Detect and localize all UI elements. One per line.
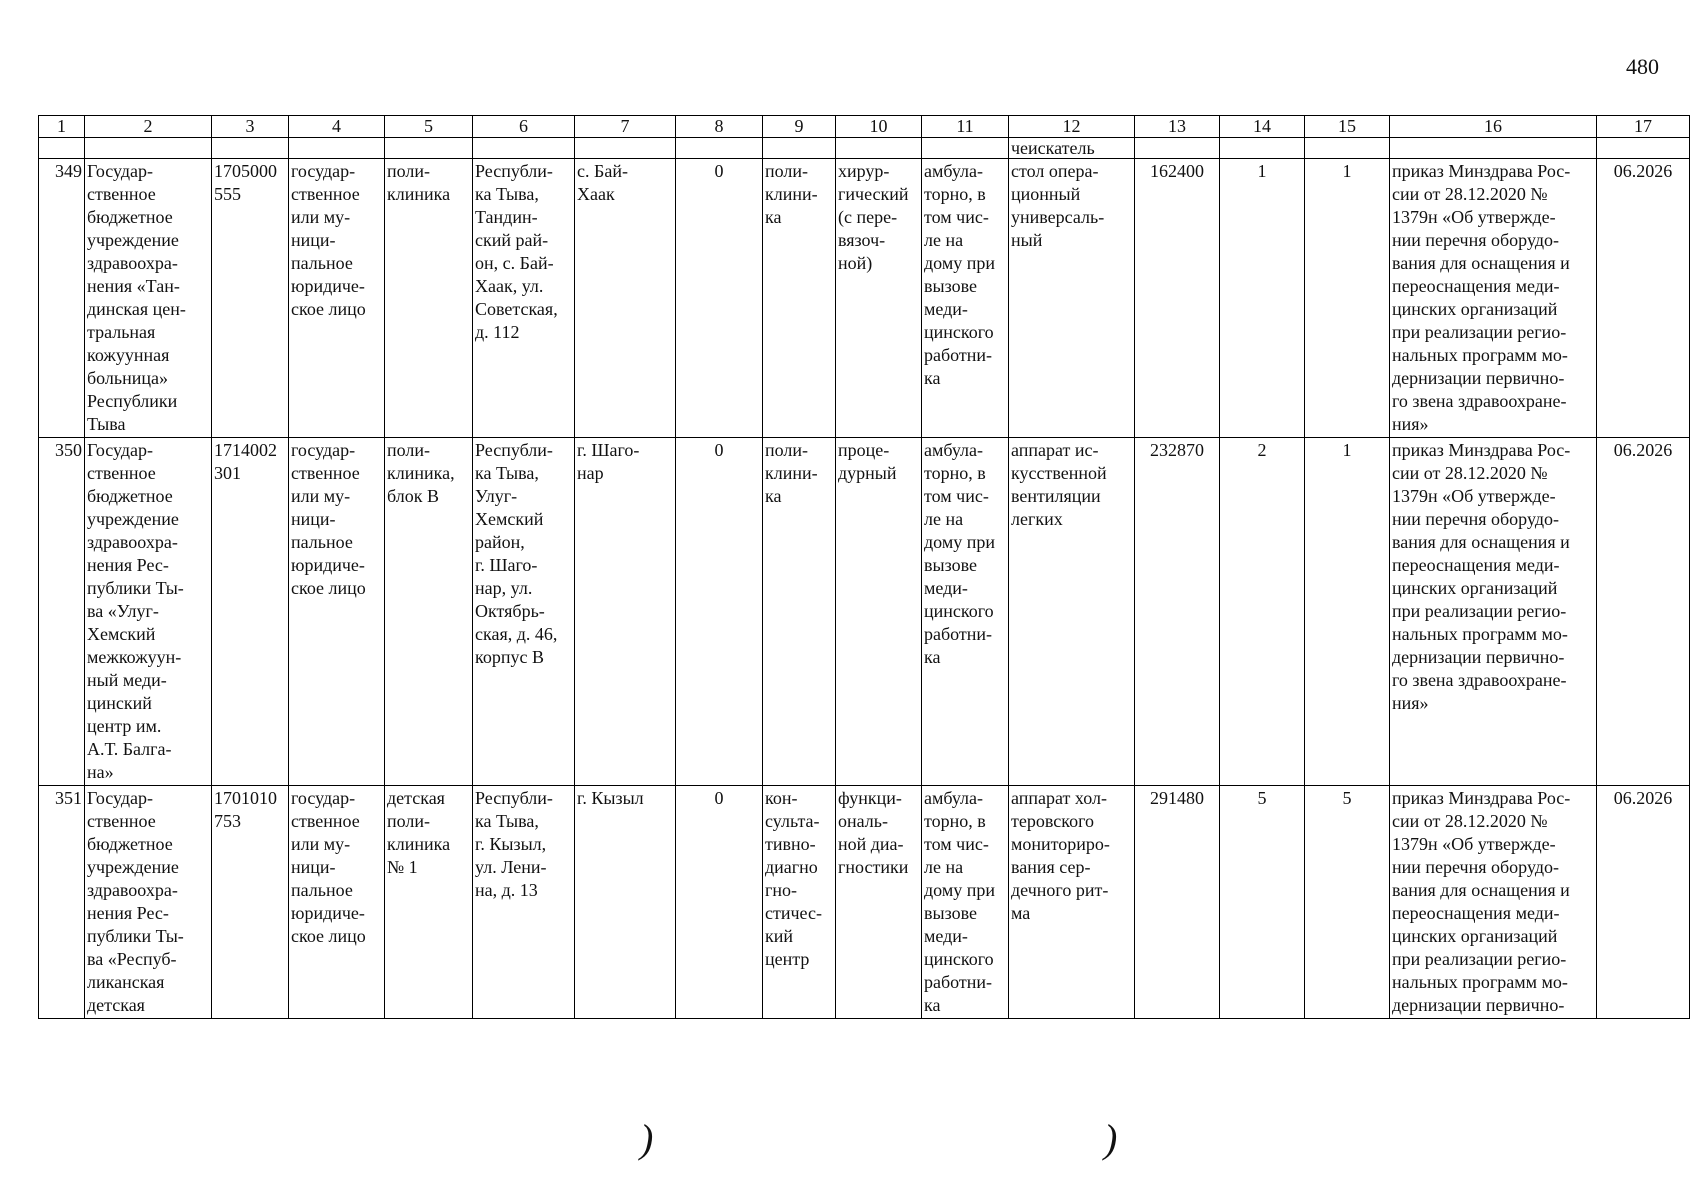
cell-legal-basis: приказ Минздрава Рос- сии от 28.12.2020 № 1379н «Об утвержде- нии перечня оборудо- вания для оснащения и переоснащения меди- цинских организаций при реализации регио- нальных программ мо- дернизации первично- го звена здравоохране- ния» — [1390, 438, 1597, 786]
cell-date: 06.2026 — [1597, 159, 1690, 438]
cell-organization: Государ- ственное бюджетное учреждение здравоохра- нения Рес- публики Ты- ва «Респуб- ликанская детская — [85, 786, 212, 1019]
cell-price: 232870 — [1135, 438, 1220, 786]
cell-organization — [85, 138, 212, 159]
cell-date: 17 — [1597, 116, 1690, 138]
cell-legal-form: государ- ственное или му- ници- пальное юридиче- ское лицо — [289, 438, 385, 786]
cell-room: хирур- гический (с пере- вязоч- ной) — [836, 159, 922, 438]
cell-unit: поли- клиника — [385, 159, 473, 438]
cell-unit: поли- клиника, блок В — [385, 438, 473, 786]
cell-address: Республи- ка Тыва, Тандин- ский рай- он, с. Бай- Хаак, ул. Советская, д. 112 — [473, 159, 575, 438]
cell-equipment: аппарат хол- теровского мониториро- вания сер- дечного рит- ма — [1009, 786, 1135, 1019]
cell-legal-form: государ- ственное или му- ници- пальное юридиче- ское лицо — [289, 159, 385, 438]
table-row — [39, 159, 1690, 438]
cell-legal-form: государ- ственное или му- ници- пальное юридиче- ское лицо — [289, 786, 385, 1019]
cell-qty-planned: 15 — [1305, 116, 1390, 138]
cell-address: Республи- ка Тыва, Улуг- Хемский район, г. Шаго- нар, ул. Октябрь- ская, д. 46, корпус В — [473, 438, 575, 786]
cell-code: 1705000 555 — [212, 159, 289, 438]
cell-qty: 14 — [1220, 116, 1305, 138]
cell-legal-basis — [1390, 138, 1597, 159]
cell-room — [836, 138, 922, 159]
cell-qty-planned: 1 — [1305, 438, 1390, 786]
cell-qty: 2 — [1220, 438, 1305, 786]
cell-price: 162400 — [1135, 159, 1220, 438]
cell-department: кон- сульта- тивно- диагно гно- стичес- кий центр — [763, 786, 836, 1019]
cell-organization: Государ- ственное бюджетное учреждение здравоохра- нения «Тан- динская цен- тральная кожуунная больница» Республики Тыва — [85, 159, 212, 438]
cell-department: поли- клини- ка — [763, 159, 836, 438]
cell-col8: 0 — [676, 159, 763, 438]
cell-code — [212, 138, 289, 159]
cell-code: 1701010 753 — [212, 786, 289, 1019]
margin-mark-left: ) — [640, 1116, 654, 1161]
cell-department — [763, 138, 836, 159]
equipment-table — [38, 115, 1690, 1019]
cell-qty-planned: 1 — [1305, 159, 1390, 438]
cell-service-mode: амбула- торно, в том чис- ле на дому при вызове меди- цинского работни- ка — [922, 438, 1009, 786]
cell-service-mode: амбула- торно, в том чис- ле на дому при вызове меди- цинского работни- ка — [922, 786, 1009, 1019]
cell-date — [1597, 138, 1690, 159]
cell-num: 349 — [39, 159, 85, 438]
cell-equipment: чеискатель — [1009, 138, 1135, 159]
cell-qty: 1 — [1220, 159, 1305, 438]
cell-unit — [385, 138, 473, 159]
cell-col8: 8 — [676, 116, 763, 138]
cell-num: 350 — [39, 438, 85, 786]
cell-legal-basis: приказ Минздрава Рос- сии от 28.12.2020 № 1379н «Об утвержде- нии перечня оборудо- вания для оснащения и переоснащения меди- цинских организаций при реализации регио- нальных программ мо- дернизации первично- — [1390, 786, 1597, 1019]
cell-room: функци- ональ- ной диа- гностики — [836, 786, 922, 1019]
cell-date: 06.2026 — [1597, 786, 1690, 1019]
cell-num: 351 — [39, 786, 85, 1019]
cell-equipment: стол опера- ционный универсаль- ный — [1009, 159, 1135, 438]
cell-equipment: 12 — [1009, 116, 1135, 138]
cell-service-mode — [922, 138, 1009, 159]
cell-organization: 2 — [85, 116, 212, 138]
cell-department: поли- клини- ка — [763, 438, 836, 786]
cell-col8 — [676, 138, 763, 159]
cell-qty — [1220, 138, 1305, 159]
cell-qty-planned — [1305, 138, 1390, 159]
cell-price — [1135, 138, 1220, 159]
margin-mark-right: ) — [1104, 1116, 1118, 1161]
cell-col8: 0 — [676, 438, 763, 786]
cell-locality: с. Бай- Хаак — [575, 159, 676, 438]
cell-unit: детская поли- клиника № 1 — [385, 786, 473, 1019]
cell-address — [473, 138, 575, 159]
cell-locality: г. Шаго- нар — [575, 438, 676, 786]
cell-date: 06.2026 — [1597, 438, 1690, 786]
cell-locality — [575, 138, 676, 159]
cell-department: 9 — [763, 116, 836, 138]
table-row — [39, 786, 1690, 1019]
cell-equipment: аппарат ис- кусственной вентиляции легких — [1009, 438, 1135, 786]
cell-address: Республи- ка Тыва, г. Кызыл, ул. Лени- на, д. 13 — [473, 786, 575, 1019]
cell-qty: 5 — [1220, 786, 1305, 1019]
column-number-row — [39, 116, 1690, 138]
cell-legal-form: 4 — [289, 116, 385, 138]
cell-locality: г. Кызыл — [575, 786, 676, 1019]
cell-col8: 0 — [676, 786, 763, 1019]
cell-legal-basis: 16 — [1390, 116, 1597, 138]
cell-num: 1 — [39, 116, 85, 138]
cell-qty-planned: 5 — [1305, 786, 1390, 1019]
continuation-row — [39, 138, 1690, 159]
cell-legal-form — [289, 138, 385, 159]
cell-num — [39, 138, 85, 159]
table-row — [39, 438, 1690, 786]
cell-code: 1714002 301 — [212, 438, 289, 786]
cell-locality: 7 — [575, 116, 676, 138]
cell-address: 6 — [473, 116, 575, 138]
cell-service-mode: 11 — [922, 116, 1009, 138]
page-number: 480 — [1626, 54, 1659, 79]
cell-price: 291480 — [1135, 786, 1220, 1019]
cell-room: 10 — [836, 116, 922, 138]
cell-organization: Государ- ственное бюджетное учреждение здравоохра- нения Рес- публики Ты- ва «Улуг- Хемский межкожуун- ный меди- цинский центр им. А.Т. Балга- на» — [85, 438, 212, 786]
cell-price: 13 — [1135, 116, 1220, 138]
cell-room: проце- дурный — [836, 438, 922, 786]
cell-unit: 5 — [385, 116, 473, 138]
cell-code: 3 — [212, 116, 289, 138]
cell-service-mode: амбула- торно, в том чис- ле на дому при вызове меди- цинского работни- ка — [922, 159, 1009, 438]
cell-legal-basis: приказ Минздрава Рос- сии от 28.12.2020 № 1379н «Об утвержде- нии перечня оборудо- вания для оснащения и переоснащения меди- цинских организаций при реализации регио- нальных программ мо- дернизации первично- го звена здравоохране- ния» — [1390, 159, 1597, 438]
